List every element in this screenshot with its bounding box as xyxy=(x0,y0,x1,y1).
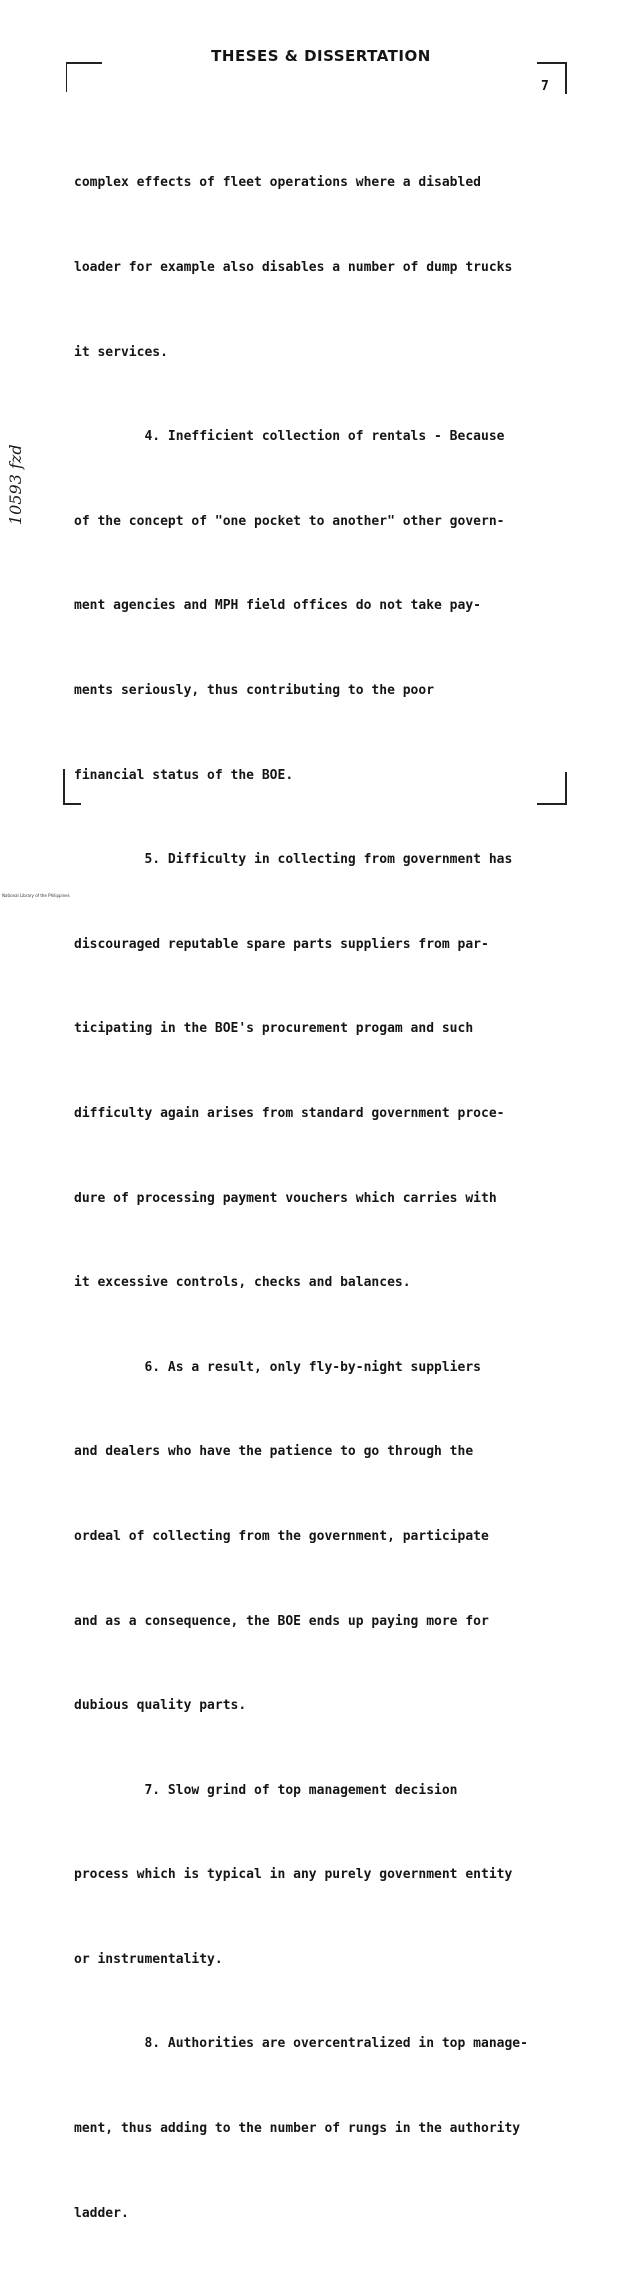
header-rule-right xyxy=(537,62,567,64)
text-line: 8. Authorities are overcentralized in top manage- xyxy=(74,2036,528,2052)
bracket-left-bottom xyxy=(63,803,81,805)
header-rule-right-vertical xyxy=(565,62,567,94)
text-line: dubious quality parts. xyxy=(74,1698,247,1714)
text-line: dure of processing payment vouchers which carries with xyxy=(74,1190,497,1206)
text-line: or instrumentality. xyxy=(74,1951,223,1967)
bracket-left xyxy=(63,769,65,805)
text-line: ladder. xyxy=(74,2205,129,2221)
text-line: ment agencies and MPH field offices do not take pay- xyxy=(74,598,481,614)
text-line: financial status of the BOE. xyxy=(74,767,294,783)
page-number: 7 xyxy=(541,79,549,94)
theses-dissertation-stamp: THESES & DISSERTATION xyxy=(211,47,431,65)
text-line: it excessive controls, checks and balances. xyxy=(74,1275,411,1291)
text-line: process which is typical in any purely government entity xyxy=(74,1867,513,1883)
text-line: 7. Slow grind of top management decision xyxy=(74,1782,458,1798)
text-line: and dealers who have the patience to go through the xyxy=(74,1444,474,1460)
text-line: ment, thus adding to the number of rungs in the authority xyxy=(74,2121,521,2137)
handwritten-margin-note: 10593 fzd xyxy=(6,444,25,525)
text-line: 5. Difficulty in collecting from government has xyxy=(74,852,513,868)
text-line: discouraged reputable spare parts suppliers from par- xyxy=(74,936,489,952)
text-line: it services. xyxy=(74,344,168,360)
text-line: ordeal of collecting from the government, participate xyxy=(74,1528,489,1544)
text-line: 4. Inefficient collection of rentals - Because xyxy=(74,429,505,445)
text-line: ments seriously, thus contributing to the poor xyxy=(74,682,435,698)
text-line: 6. As a result, only fly-by-night suppliers xyxy=(74,1359,481,1375)
text-line: and as a consequence, the BOE ends up paying more for xyxy=(74,1613,489,1629)
text-line: difficulty again arises from standard government proce- xyxy=(74,1105,505,1121)
header-rule-left-vertical xyxy=(66,62,67,92)
body-text xyxy=(74,113,574,2284)
text-line: complex effects of fleet operations where a disabled xyxy=(74,175,481,191)
text-line: loader for example also disables a number of dump trucks xyxy=(74,260,513,275)
bracket-right xyxy=(565,772,567,805)
bracket-right-bottom xyxy=(537,803,567,805)
text-line: of the concept of "one pocket to another" other govern- xyxy=(74,513,505,529)
footer-watermark: National Library of the Philippines xyxy=(2,893,70,898)
text-line: ticipating in the BOE's procurement progam and such xyxy=(74,1021,474,1037)
